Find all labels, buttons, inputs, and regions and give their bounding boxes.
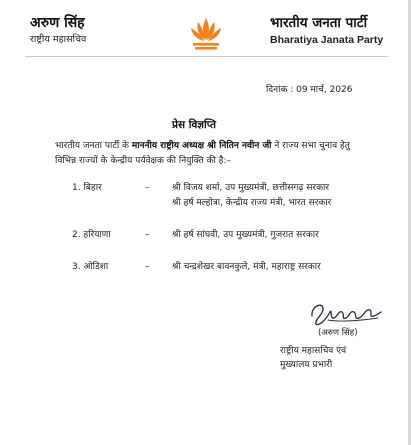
party-block [270, 14, 383, 47]
document-title: प्रेस विज्ञप्ति [172, 119, 216, 131]
intro-paragraph [55, 139, 360, 169]
state-dash: – [145, 230, 150, 240]
lotus-icon [186, 12, 226, 52]
header-divider [25, 56, 388, 57]
intro-text-before: भारतीय जनता पार्टी के [55, 141, 132, 151]
state-dash: – [145, 183, 150, 193]
sender-title: राष्ट्रीय महासचिव [30, 34, 87, 45]
state-dash: – [145, 262, 150, 272]
sender-name: अरुण सिंह [30, 15, 85, 31]
observer-name: श्री चन्द्रशेखर बावनकुले, मंत्री, महाराष्ट्र सरकार [172, 262, 321, 272]
observer-name: श्री विजय शर्मा, उप मुख्यमंत्री, छत्तीसगढ़ सरकार [172, 183, 330, 193]
date-line: दिनांक : 09 मार्च, 2026 [266, 85, 353, 95]
sender-block [30, 14, 86, 46]
observer-name: श्री हर्ष मल्होत्रा, केन्द्रीय राज्य मंत्री, भारत सरकार [172, 198, 332, 208]
signatory-name: (अरुण सिंह) [318, 328, 358, 338]
observer-list [172, 181, 331, 211]
signatory-role-line-2: मुख्यालय प्रभारी [280, 360, 333, 370]
observer-name: श्री हर्ष सांघवी, उप मुख्यमंत्री, गुजरात सरकार [172, 230, 319, 240]
state-label: 3. ओडिशा [72, 262, 109, 272]
observer-list [172, 260, 321, 275]
observer-list [172, 228, 319, 243]
intro-text-after: ने राज्य सभा चुनाव हेतु विभिन्न राज्यों के केन्द्रीय पर्यवेक्षक की नियुक्ति की है:– [55, 141, 350, 166]
intro-highlight: माननीय राष्ट्रीय अध्यक्ष श्री नितिन नवीन जी [131, 141, 272, 151]
handwritten-signature [308, 298, 384, 328]
signatory-role-line-1: राष्ट्रीय महासचिव एवं [280, 346, 347, 356]
party-name-hindi: भारतीय जनता पार्टी [270, 15, 368, 31]
state-label: 2. हरियाणा [72, 230, 111, 240]
party-name-english: Bharatiya Janata Party [270, 34, 384, 46]
state-label: 1. बिहार [72, 183, 102, 193]
